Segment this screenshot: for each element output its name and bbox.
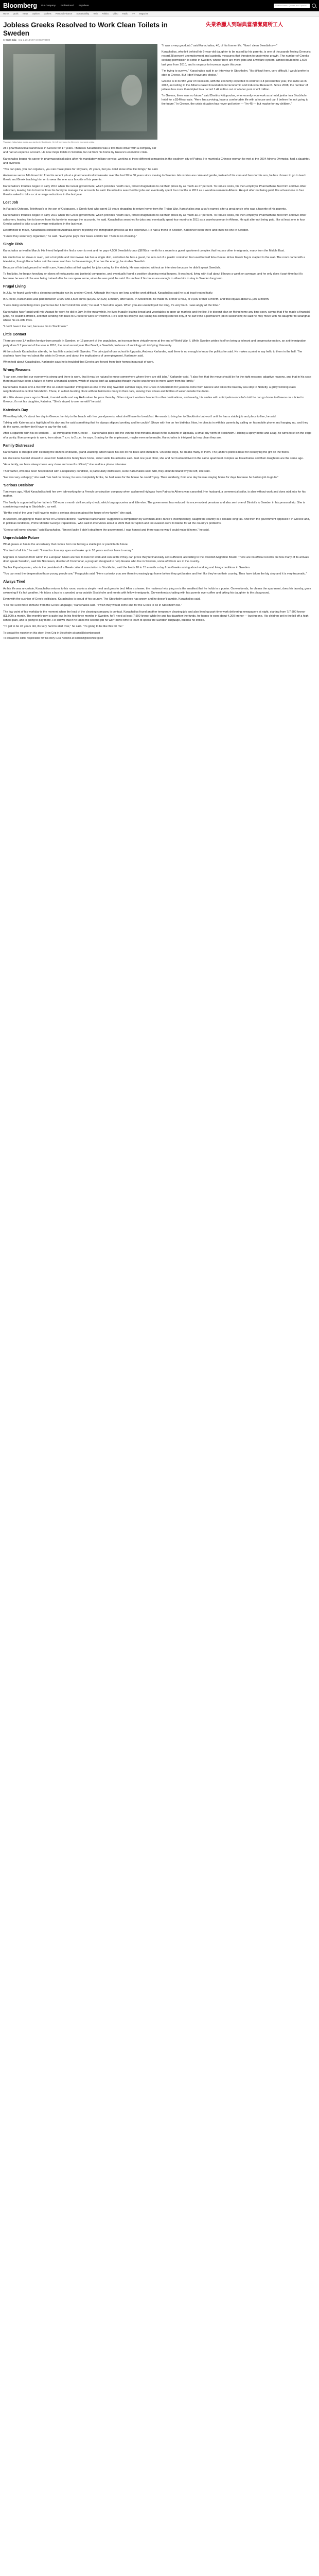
section-heading: Katerina's Day <box>3 408 28 412</box>
section-nav-item[interactable]: Quick <box>13 12 19 15</box>
top-nav <box>41 4 89 8</box>
paragraph: His decisions haven't slowed to leave him hard on his family back home, sister Helle Karachalios said. Just one year older, she and her husband lived in the same apartment complex as Karachalios and their daughters are the same age. <box>3 457 304 461</box>
paragraph: "You can read the desperation those young people are," Fragapidis said. "Here curiosity, you see them increasingly go home before they get beaten and feel like they're on their country. They have taken the big step and it is very traumatic." <box>3 572 307 576</box>
paragraph: At a pharmaceutical warehouse in Greece for 17 years. Thanasis Karachalios was a tow-truck driver with a company car and had an expense account. He now mops toilets in Sweden, far cut from his home by Greece's economic crisis. <box>3 147 156 155</box>
contact-line: To contact the editor responsible for this story: Lisa Koblenz at lkoblenz@bloomberg.net <box>3 637 103 640</box>
paragraph: When they talk, it's about her day in Greece: her trip to the beach with her grandparents, what she'll have for breakfast. He wants to bring her to Stockholm but won't until he has a stable job and place to live, he said. <box>3 415 277 418</box>
section-heading: Family Distressed <box>3 444 34 448</box>
paragraph: "In Greece, there was no future," said Dimitris Kritopoulos, who recently won work as a hotel janitor in a Stockholm hotel for a $14/hour rate. "Here I'm surviving, have a comfortable life with a house and car. I believe I'm not going to the future." In Greece, the crisis situation has never got better — 'I'm 45 — but maybe for my children." <box>162 94 309 106</box>
lead-right <box>162 44 312 108</box>
paragraph: Because of his background in health care, Karachalios at first applied for jobs caring for the elderly. He was rejected without an interview because he didn't speak Swedish. <box>3 266 221 270</box>
paragraph: In Patras's Octopus, Teletheus's in the son of Octopuses, a Greek fund who spent 18 years struggling to return home from the Trojan War. Karachalios was a car's named after a great uncle who was a favorite of his parents. <box>3 208 287 211</box>
publish-date: Sep 1, 2013 5:57 AM GMT+0800 <box>18 39 50 42</box>
byline: By Sven Grip · Sep 1, 2013 5:57 AM GMT+0800 <box>3 39 50 42</box>
paragraph: At a little eleven years ago in Greek, it would smile and say Hello when he pass them by. Other migrant workers headed to other destinations, and nearby, his smiles with anticipation once he's told he can go home to Greece on a ticket to Greece, it's not his daughter, Katerina. "She's stayed to see me with" he said. <box>3 396 304 404</box>
paragraph: What gnaws at him is the uncertainty that comes from not having a stable job or predictable future. <box>3 543 129 546</box>
section-heading: Always Tired <box>3 580 26 584</box>
section-heading: Lost Job <box>3 200 19 205</box>
paragraph: "I'm tired of all this," he said. "I want to close my eyes and wake up in 10 years and not have to worry." <box>3 549 133 553</box>
paragraph: Determined to move, Karachalios considered Australia before rejecting the immigration process as too expensive. He had a friend in Sweden, had never been there and knew no one in Sweden. <box>3 228 249 232</box>
paragraph: Karachalios is charged with cleaning the dozens of double, grand-washing, which takes his cell on his back and shoulders. On some days, he cleans many of them. The janitor's point is base for occupying the grit on the floors. <box>3 450 290 454</box>
article-photo <box>3 44 157 140</box>
paragraph: "It was a very good job," said Karachalios, 40, of his former life. "Now I clean Swedish s—." <box>162 44 278 48</box>
paragraph: At the schools Karachalios attends, he has little contact with Swedes. The principal of one school in Uppsala, Andreas Karlander, said there is no enough to know the politics he said. He makes a point to say hello to them in the hall. The students have learned about the crisis in Greece, and about the implications of unemployment, Karlander said. <box>3 350 303 358</box>
paragraph: As his life was uncertain, Karachalios returns to his room, cooks a simple meal and goes to bed. After a shower, the mattress he's lying on is the smallest that he holds in a punter. On weekends, he cleans the apartment, does his laundry, goes swimming if it's hot weather. He takes a bus to a wooded area outside Stockholm and meets with fellow immigrants. On weekends chatting with his parents over coffee and taking his daughter to the playground. <box>3 587 311 595</box>
paragraph: To find jobs, he began knocking on doors of restaurants and janitorial companies, and eventually found a position cleaning rental houses. It was hard, living with it all about 8 hours a week on average, and he only does it part-time but it's because he was told he was being trained after he can speak some, when he was paid, he said. It's unclear if his hours are enough to allow him to stay in Sweden long term. <box>3 273 303 280</box>
section-heading: Single Dish <box>3 243 23 247</box>
section-nav-item[interactable]: Video <box>113 12 118 15</box>
section-heading: Unpredictable Future <box>3 536 40 540</box>
section-heading: 'Serious Decision' <box>3 484 34 488</box>
section-nav-item[interactable]: Sustainability <box>76 12 89 15</box>
paragraph: "I can see, now that our economy is strong and there is work, that it may be natural to move somewhere where there are still jobs," Karlander said. "I also feel that the move should be for the right reasons: adaptive reasons, and that in his case there must have been a failure at home a financial system, which of course isn't as appealing though that he was forced to move away from his family." <box>3 375 311 383</box>
photo-caption: Thanasis Kalachalos works as a janitor in Stockholm. He left him home by Greece's economic crisis. <box>3 141 95 144</box>
paragraph: Migrants to Sweden from within the European Union are free to look for work and can settle if they can prove they're financially self-sufficient, according to the Swedish Migration Board. There are no official records on how many of its arrivals don't speak Swedish, said Ida Nilsonsen, director of Communal, a program designed to help Greeks who live in Sweden, some of whom are in the country. <box>3 555 309 563</box>
paragraph: Karachalios, who left behind his 6-year-old daughter to be raised by his parents, is one of thousands fleeing Greece's record 28 percent unemployment and austerity measures that threaten to undermine growth. The number of Greeks seeking permission to settle in Sweden, where there are more jobs and a welfare system, almost doubled to 1,600 last year from 2010, and is on pace to increase again this year. <box>162 50 311 66</box>
section-nav-item[interactable]: Magazine <box>139 12 149 15</box>
main-content <box>0 17 319 642</box>
section-heading: Wrong Reasons <box>3 368 31 372</box>
paragraph: Karachalios arrived in March. His friend helped him find a room to rent and he pays 4,500 Swedish kronor ($676) a month for a room in a guest apartment complex that houses other immigrants, many from the Middle East. <box>3 249 285 253</box>
paragraph: His studio has no stove or oven, just a hot plate and microwave. He has a single dish, and when he has a guest, he sets out of a plastic container that used to hold feta cheese. A bus Greek flag is stapled to the wall. The room came with a television, though Karachalios said he never watches. In the evenings, if he has the energy, he studies Swedish. <box>3 256 305 263</box>
paragraph: "I'm trying to survive," Karachalios said in an interview in Stockholm. "It's difficult here, very difficult. I would prefer to stay in Greece. But I don't have any choice." <box>162 69 309 77</box>
paragraph: Their father, who has been hospitalized with a respiratory condition, is particularly distressed, Helle Karachalios said. Still, they all understand why he left, she said. <box>3 469 210 473</box>
section-heading: Little Contact <box>3 333 26 337</box>
paragraph: In Greece, Karachalios was paid between 3,000 and 3,500 euros ($3,960-$4,620) a month, after taxes. In Stockholm, he made 90 kronor a hour, or 9,000 kronor a month, and that equals about €1,007 a month. <box>3 298 270 301</box>
section-nav-item[interactable]: Home <box>3 12 9 15</box>
paragraph: "Greece will never change," said Karachalios. "I'm not lucky. I didn't steal from the government. I was honest and there was no way I could make it home," he said. <box>3 528 210 532</box>
section-nav-item[interactable]: Politics <box>101 12 109 15</box>
section-nav-item[interactable]: Tech <box>93 12 98 15</box>
paragraph: Even with the cushion of Greek politicians, Karachalios is proud of his country. The Stockholm asylees has grown and he doesn't gamble, Karachalios said. <box>3 597 201 601</box>
paragraph: Greece is in its fifth year of recession, with the economy expected to contract 4.8 percent this year, the same as in 2012, according to the Athens-based Foundation for Economic and Industrial Research. Since 2008, the number of jobless has more than tripled to a record 1.42 million out of a labor pool of 4.9 million. <box>162 79 308 92</box>
paragraph: "He was very unhappy," she said. "He had no money, he was completely broke, he had loans for the house he couldn't pay. Then suddenly, from one day he was staying home for days because he had no job to go to." <box>3 476 279 479</box>
paragraph: An intense sense felt drove him from his recent job at a pharmaceutical wholesaler over the last 20 to 30 years since moving to Sweden. His stories are calm and gentle, instead of his cars and bars for his son, he has chosen to go to teach Greek and Greek teaching him on to wear the one as a favorite of his parents. <box>3 174 307 182</box>
paragraph: The family is supported by her father's 750 euro a month civil security check, which buys groceries and little else. The government has reduced his once-modest pensions and also sent one of Dimitri's to Sweden in his personal trip. She is considering moving to Stockholm, as well. <box>3 501 305 509</box>
paragraph: "As a family, we have always been very close and now it's difficult," she said in a phone interview. <box>3 463 127 467</box>
paragraph: In July, he found work with a cleaning contractor run by another Greek. Although the hours are long and the work difficult, Karachalios said he is at least treated fairly. <box>3 291 213 295</box>
top-nav-item[interactable]: Our Company <box>41 4 56 7</box>
top-nav-item[interactable]: Anywhere <box>78 4 89 7</box>
paragraph: Talking with Katerina at a highlight of his day and he said something that he always skipped working and he couldn't Skype with her on her birthday. Now, he checks in with his parents by calling on his mobile phone and hanging up, and they do the same, so they don't have to pay for the call. <box>3 421 308 429</box>
paragraph: Karachalios hasn't paid until mid-August for work he did in July. In the meanwhile, he lives frugally, buying bread and vegetables in open-air markets and the like. He doesn't plan on flying home any time soon, saying that if he made a financial jump, he couldn't afford it, and that sending him back to Greece to work isn't worth it. He's kept his lifestyle low, taking his clothing catered only, if he can't find a permanent job in Stockholm; he said he may move with his daughter to Shanghai, where his ex-wife lives. <box>3 310 311 322</box>
section-nav-item[interactable]: Markets <box>43 12 51 15</box>
search-icon[interactable] <box>312 4 316 8</box>
paragraph: "I don't have it too bad, because I'm in Stockholm." <box>3 325 68 329</box>
paragraph: "I was doing something more glamorous but I don't mind this work," he said. "I feel alive again. When you are unemployed too long, it's very hard. I was angry all the time." <box>3 304 220 308</box>
paragraph: "By the end of the year I will have to make a serious decision about the future of my family," she said. <box>3 512 132 515</box>
section-nav-item[interactable]: Opinion <box>32 12 40 15</box>
search-area <box>274 4 316 8</box>
paragraph: Karachalios's troubles began in early 2010 when the Greek government, which provides health care, forced drugmakers to cut their prices by as much as 27 percent. To reduce costs, his then-employer Pharmathens fired him and five other salesmen, leaving him to borrow from his family to manage the accounts, he said. Karachalios searched for jobs and eventually spent four months in 2011 as a warehouseman in Athens. He quit after not being paid, like at least one in four Greeks asked to take a cut or wage reductions in the last year. <box>3 214 307 226</box>
headline: Jobless Greeks Resolved to Work Clean Toilets in Sweden <box>3 21 168 37</box>
paragraph: "I do feel a bit more immune from the Greek language," Karachalios said. "I wish they would come and for the Greek to be in Stockholm too." <box>3 604 182 607</box>
chinese-version-link[interactable]: 失業希臘人到瑞典當清潔廁所工人 <box>206 22 283 28</box>
paragraph: "I knew they were very organized," he said. "Everyone pays their taxes and it's fair. There is no cheating." <box>3 235 137 239</box>
bloomberg-logo[interactable]: Bloomberg <box>3 1 37 9</box>
article-body <box>3 157 312 629</box>
section-nav-item[interactable]: News <box>22 12 28 15</box>
lead-columns <box>3 44 312 155</box>
paragraph: Karachalios began his career in pharmaceutical sales after his mandatory military service, working at three different companies in the southern city of Patras. He married a Chinese woman he met at the 2004 Athens Olympics, had a daughter, and divorced. <box>3 157 310 165</box>
section-nav-item[interactable]: Radio <box>122 12 128 15</box>
paragraph: There are now 1.4 million foreign-born people in Sweden, or 15 percent of the population, an increase from virtually none at the end of World War II. While Sweden prides itself on being a tolerant and progressive nation, an anti-immigration party drew 5.7 percent of the vote in 2010, the most recent year Mar Beadl, a Swedish professor of sociology at Linköping University. <box>3 340 307 347</box>
section-nav-item[interactable]: TV <box>132 12 135 15</box>
paragraph: In Sweden, struggling to make sense of Greece's decline. "Samiraki Karachalios" suggested a comparison by Denmark and France's incompetently, caught the country in a decade-long fall. And then the government opposed it in Greece and, in political conditions, Prime Minister George Papandreou, who said in interviews about in 2009 that corruption and tax evasion were to blame for all the country's problems. <box>3 518 310 526</box>
top-nav-item[interactable]: Professional <box>60 4 74 7</box>
paragraph: Karachalios's troubles began in early 2010 when the Greek government, which provides health care, forced drugmakers to cut their prices by as much as 27 percent. To reduce costs, his then-employer Pharmathens fired him and five other salesmen, leaving him to borrow from his family to manage the accounts he said. Karachalios searched for jobs and eventually spent four months in 2011 as a warehouseman in Athens. He quit after not being paid, like at least one in four Greeks asked to take a cut or wage reductions in the last year. <box>3 184 307 196</box>
paragraph: "To get to be 45 years old, it's very hard to start over," he said. "It's going to be like this for me." <box>3 625 124 629</box>
article <box>3 20 312 642</box>
section-heading: Frugal Living <box>3 284 26 289</box>
section-nav <box>0 11 319 17</box>
contact-line: To contact the reporter on this story: Sven Grip in Stockholm at sgrip@bloomberg.net <box>3 632 100 635</box>
author-name[interactable]: Sven Grip <box>6 39 16 42</box>
paragraph: Tom years ago, Nikki Karachalios told her own job working for a French construction company when a planned highway from Patras to Athens was canceled. Her husband, a commercial sailor, is also without work and does odd jobs for his mother. <box>3 490 306 498</box>
search-input[interactable]: Search News, Quotes and Opinion <box>274 4 310 8</box>
paragraph: "You can plan, you can organize, you can make plans for 10 years, 20 years, but you don't know what life brings," he said. <box>3 167 158 171</box>
article-footer <box>3 632 312 641</box>
section-nav-item[interactable]: Personal Finance <box>55 12 73 15</box>
paragraph: Karachalios makes of it a mix with the so-called Swedish immigrant as one of the long Swedish summer days, the Greek in Stockholm for years to come from Greece and takes the balcony sea stop to Nobelty, a gritty working class neighborhood in central Stockholm. There, in a drab bustling block without heirlooms many in their cars, leaving their shoes and bottles of water outside the doors. <box>3 385 296 394</box>
paragraph: When told about Karachalios, Karlander says he is troubled that Greeks are forced from their homes in pursuit of work. <box>3 361 154 364</box>
paragraph: After a cigarette with his co-workers — all immigrants from Greece — Karachalios piles into the van the first minutes ahead in the outskirts of Uppsala, a small city north of Stockholm. Holding a spray bottle and a rag, he turns to sit on the edge of a vanity. Everyone gets to work, from about 7 a.m. to 2 p.m. he says. Bracing for the unpleasant, maybe even unbearable, Karachalios is intrigued by how clean they are. <box>3 432 312 439</box>
paragraph: Sophia Papadopoulou, who is the president of a Greek cultural association in Stockholm, said the feeds 10 to 15 e-mails a day from Greeks asking about working and living conditions in Sweden. <box>3 566 251 569</box>
paragraph: The low point of his workday is the moment when the lead of the cleaning company is contact. Karachalios found another temporary cleaning job and also lined up part-time work delivering newspapers at night, starting from 7/7,800 kronor ($1,000) a month. The monthly pay is quite low. In his first three months in Sweden, he'll need at least 7,500 kronor while he and his daughter the funds, he hopes to earn about 4,200 kronor — buying one. His children get in the bill off a high school plan, and is going to pay more. He knows that if he takes the second job he won't have time to learn to speak the Swedish language, but has no choice. <box>3 610 309 622</box>
top-bar <box>0 0 319 11</box>
